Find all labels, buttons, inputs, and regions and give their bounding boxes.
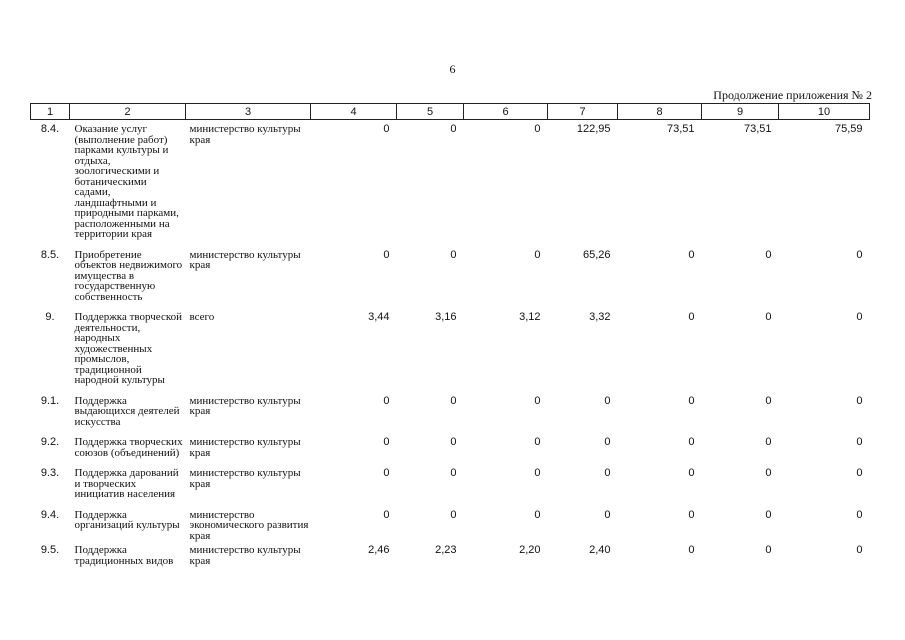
row-name: Поддержка традиционных видов: [74, 544, 174, 567]
header-cell: 10: [779, 104, 870, 120]
row-value: 0: [534, 508, 541, 521]
header-cell: 3: [186, 104, 311, 120]
row-value: 0: [688, 544, 695, 556]
row-value: 0: [856, 311, 863, 323]
row-value: 0: [383, 394, 390, 407]
row-value: 0: [383, 436, 390, 448]
header-cell: 1: [31, 104, 70, 120]
row-name: Приобретение объектов недвижимого имущества в государственную собственность: [74, 248, 183, 303]
row-executor: министерство экономического развития края: [189, 508, 309, 542]
row-value: 3,32: [589, 311, 611, 323]
row-value: 0: [450, 394, 457, 407]
row-number: 9.: [45, 311, 55, 323]
row-value: 0: [688, 436, 695, 448]
table-row: [31, 392, 870, 434]
table-row: [31, 308, 870, 392]
row-value: 3,12: [519, 311, 541, 323]
row-value: 0: [856, 467, 863, 479]
row-value: 0: [856, 508, 863, 521]
header-cell: 5: [397, 104, 464, 120]
row-value: 0: [450, 508, 457, 521]
row-value: 0: [450, 248, 457, 261]
row-value: 2,40: [589, 544, 611, 556]
row-executor: министерство культуры края: [189, 123, 301, 146]
row-value: 2,20: [519, 544, 541, 556]
row-executor: министерство культуры края: [189, 394, 301, 417]
row-executor: всего: [189, 311, 215, 323]
table-row: [31, 246, 870, 309]
row-value: 0: [765, 311, 772, 323]
row-value: 0: [534, 123, 541, 135]
row-value: 0: [450, 436, 457, 448]
row-value: 0: [383, 248, 390, 261]
row-value: 73,51: [743, 123, 772, 135]
row-value: 0: [534, 467, 541, 479]
table-row: [31, 120, 870, 246]
row-value: 0: [765, 467, 772, 479]
row-name: Поддержка дарований и творческих инициатив населения: [74, 467, 179, 500]
header-cell: 6: [464, 104, 548, 120]
row-value: 3,44: [368, 311, 390, 323]
table-row: [31, 506, 870, 542]
row-number: 9.5.: [40, 544, 60, 556]
row-number: 9.4.: [40, 508, 60, 521]
row-name: Оказание услуг (выполнение работ) парками культуры и отдыха, зоологическими и ботаническими садами, ландшафтными и природными парками, расположенными на территории края: [74, 123, 179, 240]
budget-table: [30, 103, 870, 572]
row-value: 2,23: [435, 544, 457, 556]
header-cell: 7: [548, 104, 618, 120]
row-value: 0: [688, 467, 695, 479]
row-executor: министерство культуры края: [189, 248, 301, 271]
row-name: Поддержка творческой деятельности, народных художественных промыслов, традиционной народной культуры: [74, 311, 183, 386]
row-executor: министерство культуры края: [189, 544, 301, 567]
row-value: 0: [534, 436, 541, 448]
row-value: 0: [604, 436, 611, 448]
header-cell: 4: [311, 104, 397, 120]
row-executor: министерство культуры края: [189, 467, 301, 490]
row-value: 0: [534, 394, 541, 407]
row-value: 0: [856, 394, 863, 407]
row-value: 2,46: [368, 544, 390, 556]
row-number: 8.4.: [40, 123, 60, 135]
row-value: 0: [604, 508, 611, 521]
row-value: 0: [604, 394, 611, 407]
row-value: 0: [856, 248, 863, 261]
row-number: 9.2.: [40, 436, 60, 448]
row-value: 0: [856, 436, 863, 448]
row-value: 0: [383, 123, 390, 135]
row-value: 3,16: [435, 311, 457, 323]
row-value: 0: [450, 467, 457, 479]
header-row: [31, 104, 870, 120]
row-value: 0: [856, 544, 863, 556]
row-value: 73,51: [666, 123, 695, 135]
row-number: 8.5.: [40, 248, 60, 261]
appendix-label: Продолжение приложения № 2: [713, 88, 872, 102]
row-name: Поддержка организаций культуры: [74, 508, 180, 531]
row-value: 0: [765, 508, 772, 521]
row-value: 0: [688, 394, 695, 407]
row-value: 0: [765, 248, 772, 261]
header-cell: 9: [702, 104, 779, 120]
row-value: 65,26: [582, 248, 611, 261]
row-value: 0: [383, 508, 390, 521]
row-value: 0: [688, 248, 695, 261]
table-row: [31, 541, 870, 572]
page-number: 6: [449, 62, 456, 76]
table-row: [31, 433, 870, 464]
row-name: Поддержка творческих союзов (объединений): [74, 436, 183, 459]
row-value: 0: [450, 123, 457, 135]
row-value: 122,95: [576, 123, 611, 135]
row-executor: министерство культуры края: [189, 436, 301, 459]
row-value: 0: [383, 467, 390, 479]
header-cell: 2: [70, 104, 186, 120]
row-name: Поддержка выдающихся деятелей искусства: [74, 394, 180, 428]
row-value: 0: [765, 544, 772, 556]
row-number: 9.3.: [40, 467, 60, 479]
row-number: 9.1.: [40, 394, 60, 407]
table-row: [31, 464, 870, 506]
row-value: 0: [604, 467, 611, 479]
row-value: 0: [688, 508, 695, 521]
row-value: 0: [765, 394, 772, 407]
header-cell: 8: [618, 104, 702, 120]
row-value: 0: [534, 248, 541, 261]
row-value: 0: [765, 436, 772, 448]
row-value: 0: [688, 311, 695, 323]
row-value: 75,59: [834, 123, 863, 135]
